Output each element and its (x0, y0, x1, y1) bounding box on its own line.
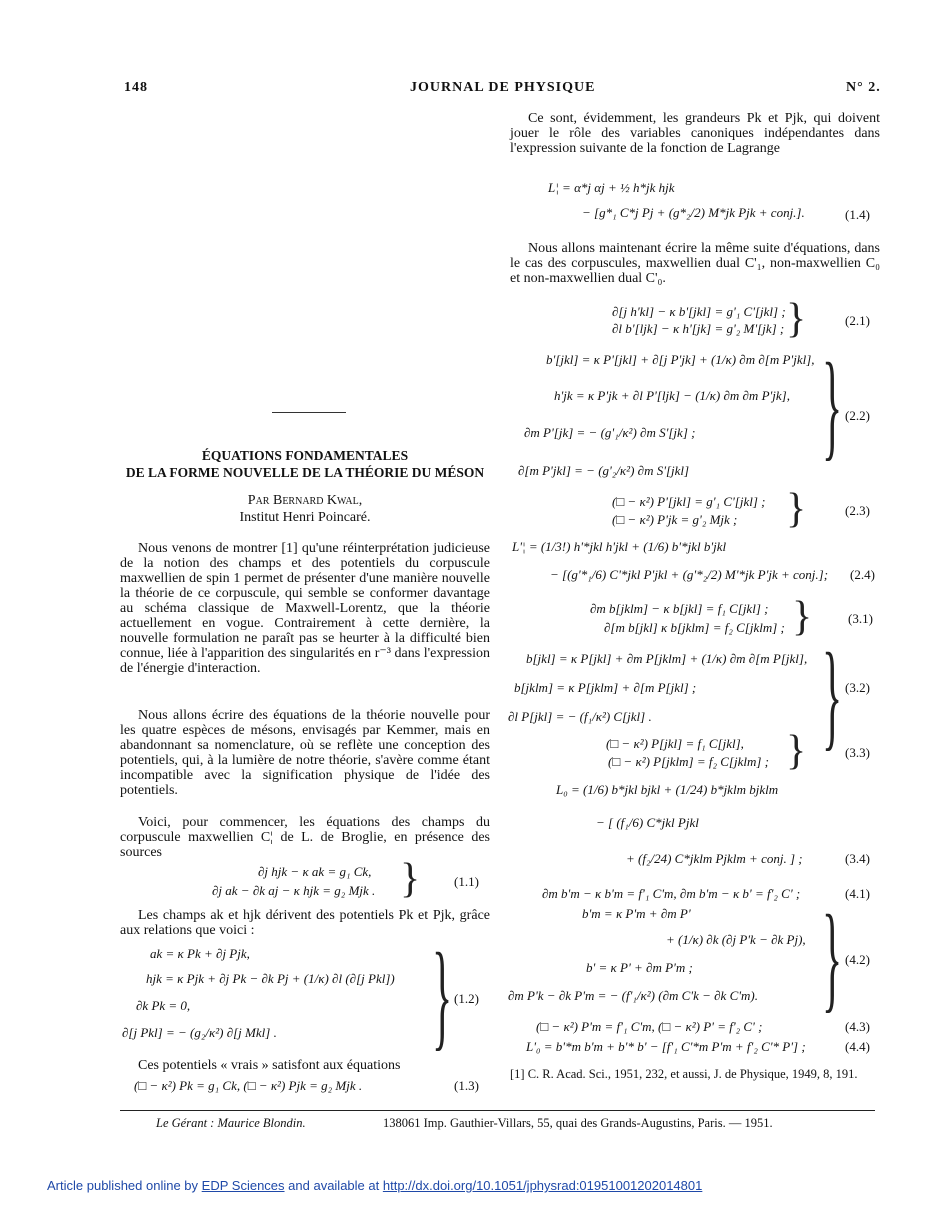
section-divider (272, 412, 346, 413)
equation-2-3-line2: (□ − κ²) P'jk = g'₂ Mjk ; (612, 512, 738, 527)
equation-2-2-number: (2.2) (845, 408, 870, 423)
equation-4-3-number: (4.3) (845, 1019, 870, 1034)
equation-3-2-number: (3.2) (845, 680, 870, 695)
equation-4-1-number: (4.1) (845, 886, 870, 901)
equation-1-3-number: (1.3) (454, 1078, 479, 1093)
published-prefix: Article published online by (47, 1178, 199, 1193)
publisher-link[interactable]: EDP Sciences (201, 1178, 285, 1193)
left-para4-text: Les champs ak et hjk dérivent des potentiels Pk et Pjk, grâce aux relations que voici : (120, 908, 490, 938)
equation-3-4-line3: + (f₂/24) C*jklm Pjklm + conj. ] ; (626, 851, 803, 866)
equation-2-2-brace: } (822, 338, 843, 471)
equation-2-4-number: (2.4) (850, 567, 875, 582)
equation-2-2-line4: ∂[m P'jkl] = − (g'₂/κ²) ∂m S'[jkl] (518, 463, 690, 478)
equation-2-2-line2: h'jk = κ P'jk + ∂l P'[ljk] − (1/κ) ∂m ∂m P'jk], (554, 388, 790, 403)
footer-rule (120, 1110, 875, 1111)
equation-3-2-line3: ∂l P[jkl] = − (f₁/κ²) C[jkl] . (508, 709, 652, 724)
equation-2-1-line1: ∂[j h'kl] − κ b'[jkl] = g'₁ C'[jkl] ; (612, 304, 786, 319)
equation-3-2-line2: b[jklm] = κ P[jklm] + ∂[m P[jkl] ; (514, 680, 697, 695)
equation-4-4-line1: L'₀ = b'*m b'm + b'* b' − [f'₁ C'*m P'm + f'₂ C'* P'] ; (526, 1039, 806, 1054)
equation-1-2-number: (1.2) (454, 991, 479, 1006)
equation-1-1-number: (1.1) (454, 874, 479, 889)
equation-3-4-number: (3.4) (845, 851, 870, 866)
reference-1: [1] C. R. Acad. Sci., 1951, 232, et aussi, J. de Physique, 1949, 8, 191. (510, 1067, 858, 1081)
equation-1-4-line2: − [g*₁ C*j Pj + (g*₂/2) M*jk Pjk + conj.]. (582, 205, 805, 220)
left-para5-text: Ces potentiels « vrais » satisfont aux équations (138, 1058, 401, 1073)
left-para2-text: Nous allons écrire des équations de la théorie nouvelle pour les quatre espèces de mésons, envisagés par Kemmer, mais en abandonnant sa nomenclature, où se reflète une conception des potentiels, qui, à la lumière de notre théorie, s'avère comme étant incompatible avec la signification physique de l'idée des potentiels. (120, 708, 490, 798)
equation-1-2-line4: ∂[j Pkl] = − (g₂/κ²) ∂[j Mkl] . (122, 1025, 277, 1040)
equation-3-2-line1: b[jkl] = κ P[jkl] + ∂m P[jklm] + (1/κ) ∂m ∂[m P[jkl], (526, 651, 808, 666)
equation-2-4-line2: − [(g'*₁/6) C'*jkl P'jkl + (g'*₂/2) M'*jk P'jk + conj.]; (550, 567, 829, 582)
equation-3-4-line2: − [ (f₁/6) C*jkl Pjkl (596, 815, 699, 830)
article-title (120, 447, 490, 481)
equation-1-2-line2: hjk = κ Pjk + ∂j Pk − ∂k Pj + (1/κ) ∂l (∂[j Pkl]) (146, 971, 395, 986)
equation-2-3-brace: } (786, 486, 807, 532)
equation-4-4-number: (4.4) (845, 1039, 870, 1054)
equation-2-3-number: (2.3) (845, 503, 870, 518)
equation-4-1-line1: ∂m b'm − κ b'm = f'₁ C'm, ∂m b'm − κ b' = f'₂ C' ; (542, 886, 801, 901)
equation-3-2-brace: } (822, 628, 843, 761)
equation-4-2-brace: } (822, 890, 843, 1023)
equation-1-3-line1: (□ − κ²) Pk = g₁ Ck, (□ − κ²) Pjk = g₂ Mjk . (134, 1078, 363, 1093)
left-paragraph-3 (120, 815, 490, 860)
issue-number: N° 2. (846, 80, 881, 95)
equation-1-1-line1: ∂j hjk − κ ak = g₁ Ck, (258, 864, 372, 879)
journal-title: JOURNAL DE PHYSIQUE (410, 80, 596, 95)
equation-4-2-line1: b'm = κ P'm + ∂m P' (582, 906, 691, 921)
equation-3-4-line1: L₀ = (1/6) b*jkl bjkl + (1/24) b*jklm bjklm (556, 782, 779, 797)
published-online-notice (47, 1178, 702, 1193)
right-intro-paragraph (510, 111, 880, 156)
equation-4-2-line2: + (1/κ) ∂k (∂j P'k − ∂k Pj), (666, 932, 806, 947)
left-para1-text: Nous venons de montrer [1] qu'une réinterprétation judicieuse de la notion des champs et des potentiels du corpuscule maxwellien de spin 1 permet de présenter d'une manière nouvelle la théorie de ce corpuscule, qui semble se conformer davantage au schéma classique de Maxwell-Lorentz, que la théorie actuellement en vogue. Contrairement à cette dernière, la nouvelle formulation ne paraît pas se heurter à la difficulté bien connue, liée à l'apparition des singularités en r⁻³ dans l'expression de l'énergie d'interaction. (120, 541, 490, 676)
equation-1-2-brace: } (432, 928, 453, 1061)
equation-1-1-line2: ∂j ak − ∂k aj − κ hjk = g₂ Mjk . (212, 883, 376, 898)
equation-3-1-brace: } (792, 594, 813, 640)
equation-1-2-line3: ∂k Pk = 0, (136, 998, 191, 1013)
author-affiliation: Institut Henri Poincaré. (239, 510, 371, 525)
equation-2-1-brace: } (786, 296, 807, 342)
equation-2-1-number: (2.1) (845, 313, 870, 328)
equation-3-1-number: (3.1) (848, 611, 873, 626)
doi-link[interactable]: http://dx.doi.org/10.1051/jphysrad:01951001202014801 (382, 1178, 703, 1193)
left-para3-text: Voici, pour commencer, les équations des champs du corpuscule maxwellien C¦ de L. de Broglie, en présence des sources (120, 815, 490, 860)
equation-1-1-brace: } (400, 856, 421, 902)
footer-gerant: Le Gérant : Maurice Blondin. (156, 1116, 306, 1130)
page-number: 148 (124, 80, 148, 95)
right-para2-text: Nous allons maintenant écrire la même suite d'équations, dans le cas des corpuscules, maxwellien dual C'₁, non-maxwellien C₀ et non-maxwellien dual C'₀. (510, 241, 880, 286)
left-paragraph-1 (120, 541, 490, 676)
equation-2-2-line1: b'[jkl] = κ P'[jkl] + ∂[j P'jk] + (1/κ) ∂m ∂[m P'jkl], (546, 352, 815, 367)
equation-4-2-line4: ∂m P'k − ∂k P'm = − (f'₁/κ²) (∂m C'k − ∂k C'm). (508, 988, 758, 1003)
equation-1-4-number: (1.4) (845, 207, 870, 222)
equation-2-3-line1: (□ − κ²) P'[jkl] = g'₁ C'[jkl] ; (612, 494, 766, 509)
equation-2-4-line1: L'¦ = (1/3!) h'*jkl h'jkl + (1/6) b'*jkl b'jkl (512, 539, 727, 554)
article-title-line2: DE LA FORME NOUVELLE DE LA THÉORIE DU MÉSON (125, 465, 485, 480)
equation-3-1-line2: ∂[m b[jkl] κ b[jklm] = f₂ C[jklm] ; (604, 620, 785, 635)
article-title-line1: ÉQUATIONS FONDAMENTALES (201, 448, 409, 463)
left-paragraph-2 (120, 708, 490, 798)
equation-3-3-number: (3.3) (845, 745, 870, 760)
equation-3-3-line2: (□ − κ²) P[jklm] = f₂ C[jklm] ; (608, 754, 770, 769)
equation-4-2-line3: b' = κ P' + ∂m P'm ; (586, 960, 693, 975)
equation-1-2-line1: ak = κ Pk + ∂j Pjk, (150, 946, 250, 961)
equation-3-3-brace: } (786, 728, 807, 774)
published-middle: and available at (288, 1178, 380, 1193)
right-paragraph-2 (510, 241, 880, 286)
equation-3-1-line1: ∂m b[jklm] − κ b[jkl] = f₁ C[jkl] ; (590, 601, 769, 616)
author-name: Par Bernard Kwal, (247, 493, 363, 508)
equation-2-1-line2: ∂l b'[ljk] − κ h'[jk] = g'₂ M'[jk] ; (612, 321, 785, 336)
footer-imprint: 138061 Imp. Gauthier-Villars, 55, quai des Grands-Augustins, Paris. — 1951. (383, 1116, 773, 1130)
equation-2-2-line3: ∂m P'[jk] = − (g'₁/κ²) ∂m S'[jk] ; (524, 425, 696, 440)
equation-3-3-line1: (□ − κ²) P[jkl] = f₁ C[jkl], (606, 736, 744, 751)
left-paragraph-5 (120, 1058, 490, 1073)
equation-4-2-number: (4.2) (845, 952, 870, 967)
equation-1-4-line1: L¦ = α*j αj + ½ h*jk hjk (548, 180, 675, 195)
equation-4-3-line1: (□ − κ²) P'm = f'₁ C'm, (□ − κ²) P' = f'₂ C' ; (536, 1019, 763, 1034)
author-block (120, 492, 490, 526)
right-intro-text: Ce sont, évidemment, les grandeurs Pk et Pjk, qui doivent jouer le rôle des variables canoniques indépendantes dans l'expression suivante de la fonction de Lagrange (510, 111, 880, 156)
